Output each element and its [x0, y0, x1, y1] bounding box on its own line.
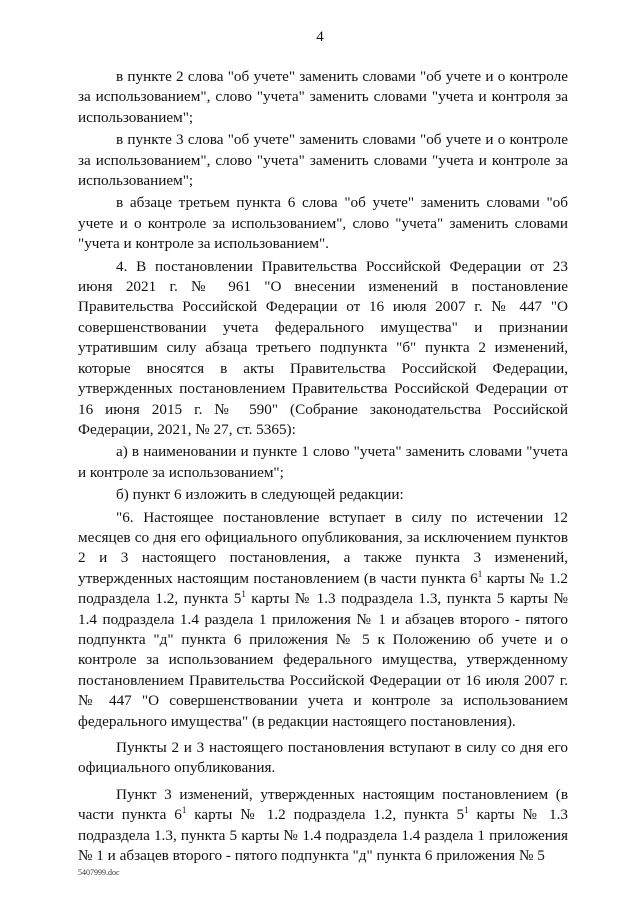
superscript-index: 1	[181, 805, 187, 816]
paragraph	[78, 442, 568, 483]
superscript-index: 1	[241, 589, 246, 600]
paragraph-text: карты № 1.3 подраздела 1.3, пункта 5 карты № 1.4 подраздела 1.4 раздела 1 приложения № 1 и абзацев второго - пятого подпункта "д" пункта 6 приложения № 5 к Положению об учете и о контроле за использованием федерального имущества, утвержденному постановлением Правительства Российской Федерации от 16 июля 2007 г. № 447 "О совершенствовании учета и контроле за использованием федерального имущества" (в редакции настоящего постановления).	[78, 590, 568, 730]
paragraph	[78, 193, 568, 254]
superscript-index: 1	[464, 805, 469, 816]
paragraph-text: Пункты 2 и 3 настоящего постановления вступают в силу со дня его официального опубликования.	[78, 739, 568, 777]
paragraph-text: карты № 1.2 подраздела 1.2, пункта 5	[78, 569, 568, 608]
paragraph	[78, 257, 568, 441]
paragraph	[78, 67, 568, 128]
paragraph	[78, 130, 568, 191]
paragraph-text: карты № 1.3 подраздела 1.3, пункта 5 карты № 1.4 подраздела 1.4 раздела 1 приложения № 1 и абзацев второго - пятого подпункта "д" пункта 6 приложения № 5	[78, 806, 568, 865]
paragraph-text: Пункт 3 изменений, утвержденных настоящим постановлением (в части пункта 6	[78, 785, 568, 824]
paragraph-text: "6. Настоящее постановление вступает в силу по истечении 12 месяцев со дня его официального опубликования, за исключением пунктов 2 и 3 настоящего постановления, а также пункта 3 изменений, утвержденных настоящим постановлением (в части пункта 6	[78, 508, 568, 587]
paragraph-text: карты № 1.2 подраздела 1.2, пункта 5	[186, 806, 465, 824]
paragraph-text: в абзаце третьем пункта 6 слова "об учете" заменить словами "об учете и о контроле за использованием", слово "учета" заменить словами "учета и контроле за использованием".	[78, 194, 568, 253]
paragraph-text: а) в наименовании и пункте 1 слово "учета" заменить словами "учета и контроле за использованием";	[78, 443, 568, 481]
paragraph-text: 4. В постановлении Правительства Российской Федерации от 23 июня 2021 г. № 961 "О внесении изменений в постановление Правительства Российской Федерации от 16 июля 2007 г. № 447 "О совершенствовании учета федерального имущества" и признании утратившим силу абзаца третьего подпункта "б" пункта 2 изменений, которые вносятся в акты Правительства Российской Федерации, утвержденных постановлением Правительства Российской Федерации от 16 июня 2015 г. № 590" (Собрание законодательства Российской Федерации, 2021, № 27, ст. 5365):	[78, 257, 568, 438]
paragraph-text: в пункте 3 слова "об учете" заменить словами "об учете и о контроле за использованием", слово "учета" заменить словами "учета и контроле за использованием";	[78, 131, 568, 190]
file-name-footer: 5407999.doc	[78, 868, 120, 877]
document-body	[78, 67, 568, 868]
paragraph-text: в пункте 2 слова "об учете" заменить словами "об учете и о контроле за использованием", слово "учета" заменить словами "учета и контроля за использованием";	[78, 68, 568, 126]
paragraph	[78, 508, 568, 732]
paragraph-text: б) пункт 6 изложить в следующей редакции:	[116, 486, 404, 504]
page-number: 4	[316, 29, 324, 45]
superscript-index: 1	[477, 568, 483, 579]
paragraph	[78, 485, 568, 505]
paragraph	[78, 738, 568, 779]
paragraph	[78, 785, 568, 867]
